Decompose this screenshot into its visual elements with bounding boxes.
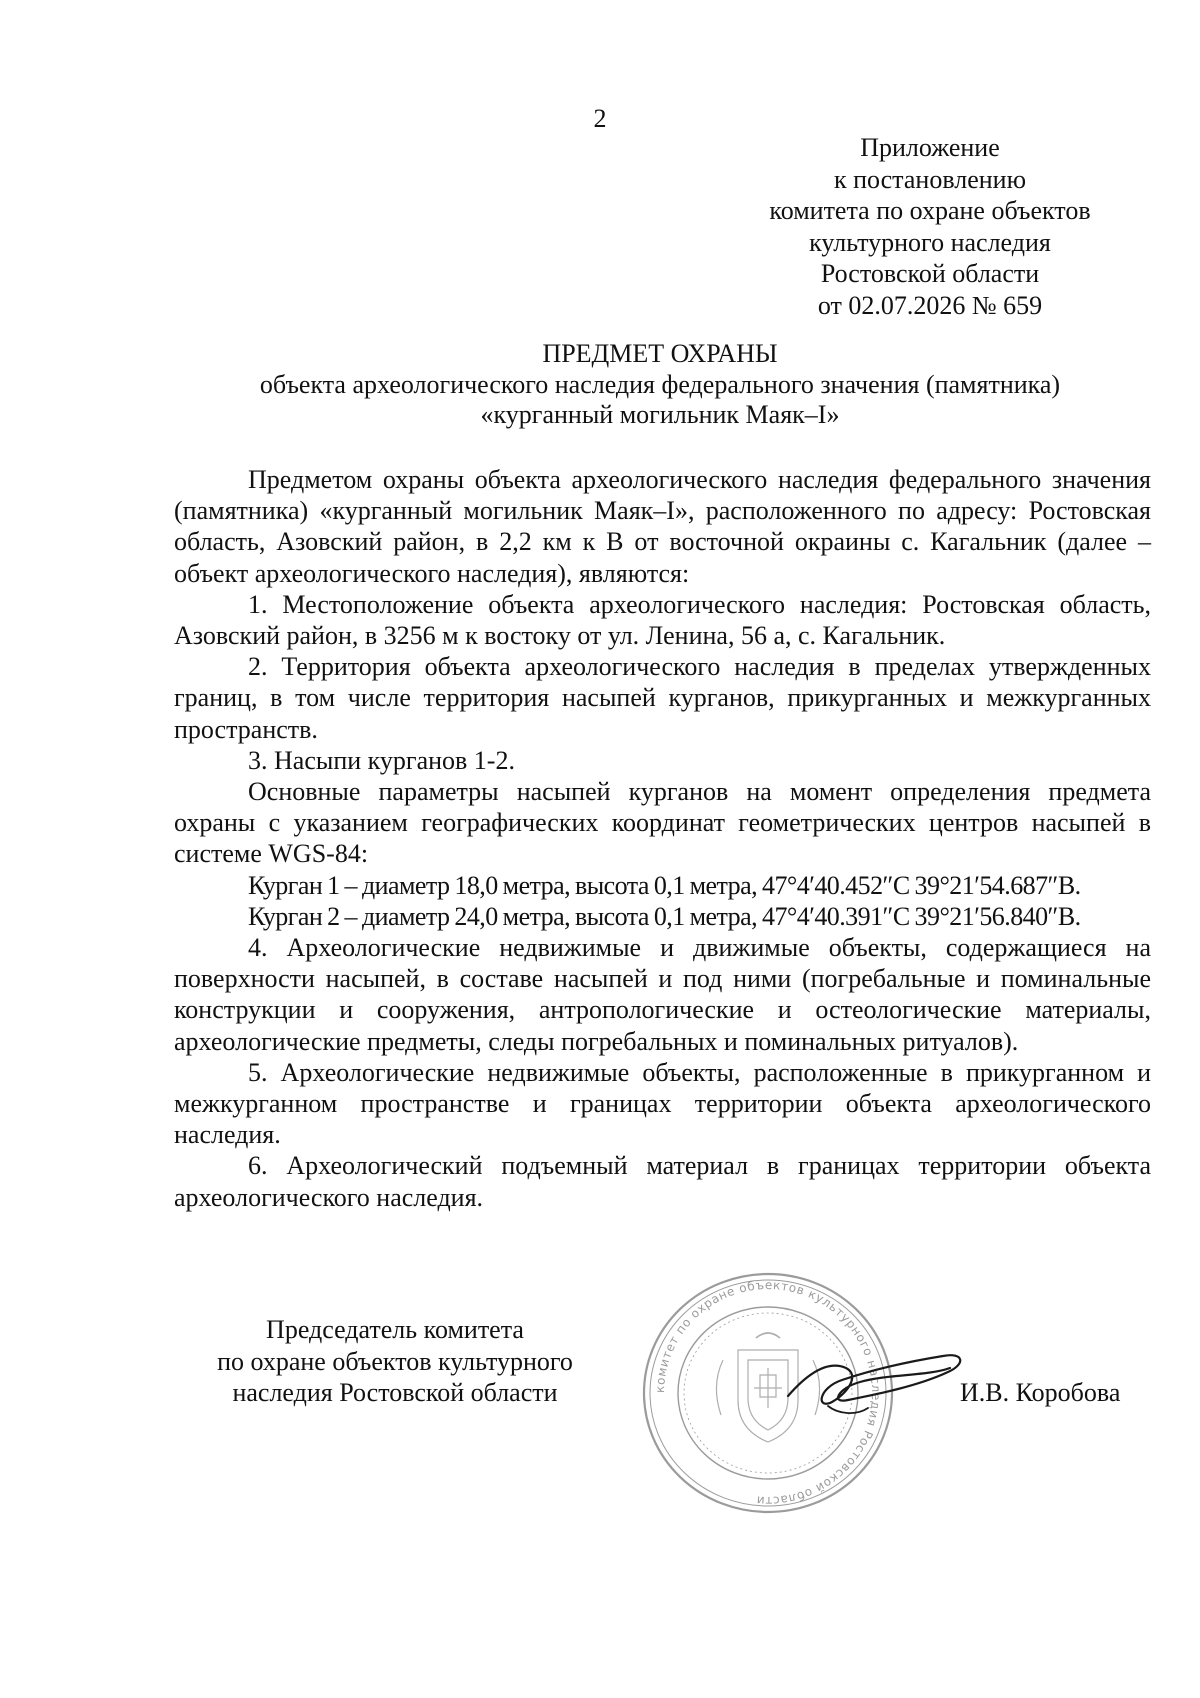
params-paragraph: Основные параметры насыпей курганов на момент определения предмета охраны с указанием географических координат геометрических центров насыпей в системе WGS-84:: [174, 777, 1151, 869]
appendix-date-number: от 02.07.2026 № 659: [817, 290, 1043, 320]
page-number: 2: [593, 104, 607, 133]
document-title: [160, 339, 1160, 431]
appendix-line: комитета по охране объектов: [769, 196, 1091, 225]
title-subtitle-line1: объекта археологического наследия федерального значения (памятника): [259, 369, 1061, 399]
item-5-paragraph: 5. Археологические недвижимые объекты, расположенные в прикурганном и межкурганном пространстве и границах территории объекта археологического наследия.: [174, 1057, 1151, 1150]
signatory-name: И.В. Коробова: [960, 1378, 1121, 1407]
appendix-line: Ростовской области: [820, 259, 1040, 288]
intro-paragraph: Предметом охраны объекта археологического наследия федерального значения (памятника) «курганный могильник Маяк–I», расположенного по адресу: Ростовская область, Азовский район, в 2,2 км к В от восточной окраины с. Кагальник (далее – объект археологического наследия), являются:: [174, 465, 1151, 588]
handwritten-signature: [768, 1318, 968, 1428]
item-3-paragraph: 3. Насыпи курганов 1-2.: [248, 745, 515, 775]
document-body: [174, 464, 1151, 1213]
position-line: Председатель комитета: [266, 1315, 524, 1344]
item-6-paragraph: 6. Археологический подъемный материал в границах территории объекта археологического наследия.: [174, 1151, 1151, 1212]
item-4-paragraph: 4. Археологические недвижимые и движимые объекты, содержащиеся на поверхности насыпей, в составе насыпей и под ними (погребальные и поминальные конструкции и сооружения, антропологические и остеологические материалы, археологические предметы, следы погребальных и поминальных ритуалов).: [174, 933, 1151, 1056]
appendix-line: Приложение: [860, 133, 1000, 162]
position-line: по охране объектов культурного: [217, 1346, 573, 1376]
appendix-header: [740, 132, 1120, 321]
title-subtitle-line2: «курганный могильник Маяк–I»: [480, 400, 840, 429]
position-line: наследия Ростовской области: [232, 1378, 558, 1407]
signatory-position: [180, 1314, 610, 1409]
item-1-paragraph: 1. Местоположение объекта археологического наследия: Ростовская область, Азовский район, в 3256 м к востоку от ул. Ленина, 56 а, с. Кагальник.: [174, 589, 1151, 651]
item-2-paragraph: 2. Территория объекта археологического наследия в пределах утвержденных границ, в том числе территория насыпей курганов, прикурганных и межкурганных пространств.: [174, 652, 1151, 744]
title-heading: ПРЕДМЕТ ОХРАНЫ: [542, 339, 778, 368]
appendix-line: к постановлению: [833, 164, 1027, 194]
seal-text: комитет по охране объектов культурного наследия Ростовской области: [652, 1277, 884, 1509]
kurgan-2-paragraph: Курган 2 – диаметр 24,0 метра, высота 0,1 метра, 47°4′40.391″С 39°21′56.840″В.: [248, 901, 1081, 931]
appendix-line: культурного наследия: [809, 227, 1051, 257]
kurgan-1-paragraph: Курган 1 – диаметр 18,0 метра, высота 0,1 метра, 47°4′40.452″С 39°21′54.687″В.: [248, 870, 1081, 900]
